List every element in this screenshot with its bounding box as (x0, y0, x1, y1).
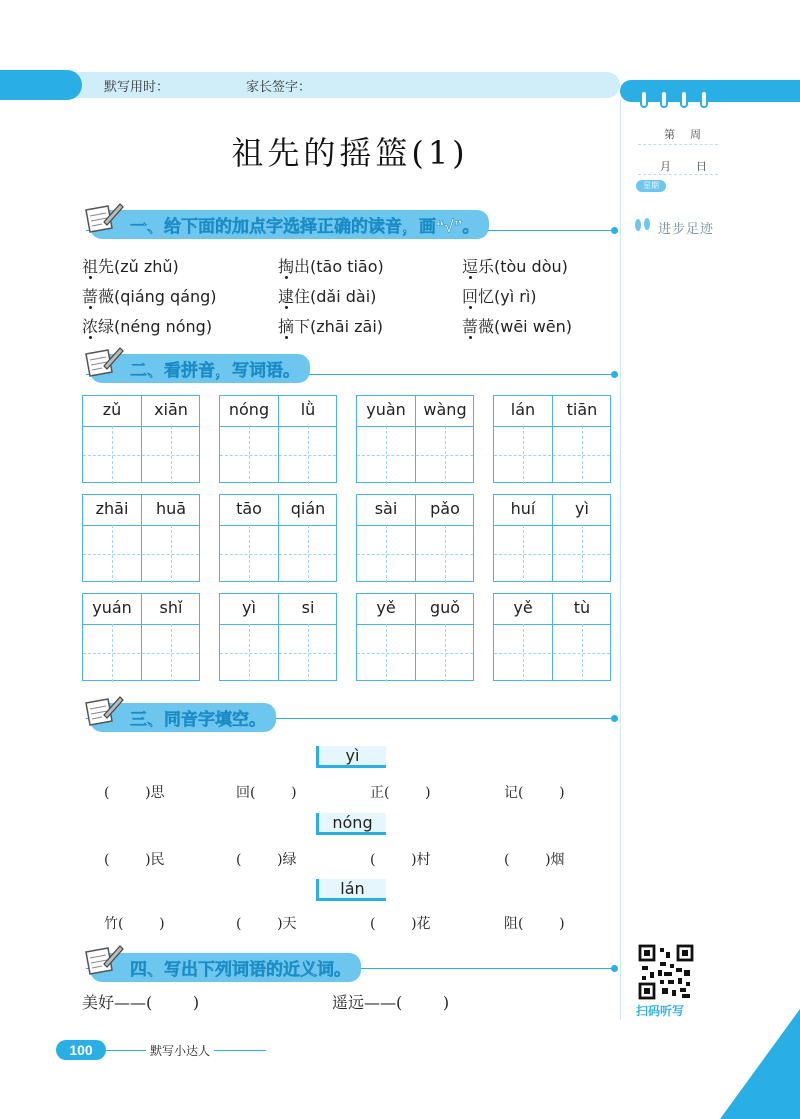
ring-icon (660, 90, 668, 108)
reading-choice-item[interactable]: 蔷薇(qiáng qáng) (82, 287, 217, 306)
grid-pinyin: guǒ (429, 598, 461, 617)
calendar-week-zhou: 周 (690, 129, 701, 141)
grid-pinyin: yě (513, 598, 533, 617)
writing-grid[interactable] (493, 494, 611, 582)
calendar-week-di: 第 (664, 129, 675, 141)
writing-grid[interactable] (82, 593, 200, 681)
homophone-blank[interactable]: ( )绿 (236, 852, 297, 868)
reading-choice-item[interactable]: 回忆(yì rì) (462, 287, 537, 306)
grid-pinyin: huí (510, 499, 536, 518)
writing-grid[interactable] (219, 593, 337, 681)
grid-pinyin: lǜ (300, 400, 316, 419)
ring-icon (640, 90, 648, 108)
grid-guide (83, 455, 199, 456)
reading-choice-item[interactable]: 逗乐(tòu dòu) (462, 257, 568, 276)
grid-guide (494, 455, 610, 456)
grid-pinyin: pǎo (430, 499, 460, 518)
homophone-blank[interactable]: ( )思 (104, 785, 165, 801)
homophone-blank[interactable]: 记( ) (504, 785, 565, 801)
reading-choice-item[interactable]: 浓绿(néng nóng) (82, 317, 213, 336)
footprints-icon (632, 216, 654, 234)
writing-grid[interactable] (356, 395, 474, 483)
grid-divider (220, 525, 336, 526)
writing-grid[interactable] (219, 395, 337, 483)
reading-choice-item[interactable]: 摘下(zhāi zāi) (278, 317, 384, 336)
writing-grid[interactable] (356, 494, 474, 582)
writing-grid[interactable] (82, 494, 200, 582)
writing-grid[interactable] (356, 593, 474, 681)
grid-pinyin: qián (290, 499, 326, 518)
grid-divider (357, 624, 473, 625)
emphasis-dot (89, 276, 92, 279)
reading-choice-item[interactable]: 逮住(dǎi dài) (278, 287, 377, 306)
emphasis-dot (285, 336, 288, 339)
pencil-paper-icon (82, 200, 124, 234)
grid-divider (220, 426, 336, 427)
section3-title: 三、同音字填空。 (90, 703, 276, 732)
homophone-pinyin: yì (316, 746, 386, 768)
homophone-blank[interactable]: ( )花 (370, 916, 431, 932)
grid-divider (494, 426, 610, 427)
emphasis-dot (89, 336, 92, 339)
ring-icon (680, 90, 688, 108)
calendar-month: 月 (660, 161, 671, 173)
grid-pinyin: xiān (154, 400, 188, 419)
homophone-blank[interactable]: ( )村 (370, 852, 431, 868)
pencil-paper-icon (82, 942, 124, 976)
grid-guide (220, 653, 336, 654)
grid-guide (220, 455, 336, 456)
emphasis-dot (469, 306, 472, 309)
grid-pinyin: tiān (566, 400, 598, 419)
writing-grid[interactable] (219, 494, 337, 582)
homophone-blank[interactable]: 正( ) (370, 785, 431, 801)
homophone-blank[interactable]: ( )民 (104, 852, 165, 868)
reading-choice-item[interactable]: 祖先(zǔ zhǔ) (82, 257, 179, 276)
reading-choice-item[interactable]: 掏出(tāo tiāo) (278, 257, 384, 276)
margin-line (620, 100, 621, 1020)
grid-pinyin: lán (510, 400, 536, 419)
grid-pinyin: yuàn (366, 400, 406, 419)
writing-grid[interactable] (493, 395, 611, 483)
grid-pinyin: tāo (236, 499, 262, 518)
homophone-pinyin: nóng (316, 813, 386, 835)
homophone-blank[interactable]: ( )烟 (504, 852, 565, 868)
grid-guide (357, 653, 473, 654)
time-label: 默写用时： (104, 79, 170, 94)
progress-label: 进步足迹 (658, 222, 715, 237)
section1-title: 一、给下面的加点字选择正确的读音，画“√”。 (90, 210, 489, 239)
calendar-day: 日 (696, 161, 707, 173)
calendar-divider (638, 174, 718, 175)
calendar-weekday: 星期 (636, 180, 666, 192)
grid-pinyin: zhāi (95, 499, 129, 518)
grid-divider (83, 525, 199, 526)
emphasis-dot (285, 306, 288, 309)
grid-divider (83, 624, 199, 625)
grid-pinyin: nóng (228, 400, 270, 419)
grid-guide (357, 554, 473, 555)
grid-guide (83, 653, 199, 654)
emphasis-dot (469, 336, 472, 339)
grid-pinyin: yì (242, 598, 256, 617)
page-number: 100 (56, 1040, 106, 1060)
emphasis-dot (469, 276, 472, 279)
ring-icon (700, 90, 708, 108)
section2-title: 二、看拼音，写词语。 (90, 354, 310, 383)
grid-divider (83, 426, 199, 427)
footer-label: 默写小达人 (146, 1042, 214, 1059)
grid-divider (220, 624, 336, 625)
reading-choice-item[interactable]: 蔷薇(wēi wēn) (462, 317, 573, 336)
emphasis-dot (89, 306, 92, 309)
page-title: 祖先的摇篮(1) (231, 134, 469, 172)
grid-divider (494, 624, 610, 625)
qr-code-icon[interactable] (638, 944, 694, 1000)
grid-pinyin: sài (374, 499, 398, 518)
grid-divider (357, 426, 473, 427)
section4-title: 四、写出下列词语的近义词。 (90, 953, 361, 982)
synonym-item-2[interactable]: 遥远——( ) (332, 993, 450, 1012)
grid-divider (494, 525, 610, 526)
homophone-pinyin: lán (316, 879, 386, 901)
writing-grid[interactable] (493, 593, 611, 681)
grid-pinyin: tù (573, 598, 591, 617)
grid-divider (357, 525, 473, 526)
grid-pinyin: yì (575, 499, 589, 518)
homophone-blank[interactable]: 阻( ) (504, 916, 565, 932)
pencil-paper-icon (82, 344, 124, 378)
grid-guide (220, 554, 336, 555)
writing-grid[interactable] (82, 395, 200, 483)
homophone-blank[interactable]: ( )天 (236, 916, 297, 932)
homophone-blank[interactable]: 回( ) (236, 785, 297, 801)
grid-pinyin: shǐ (159, 598, 183, 617)
qr-label: 扫码听写 (636, 1004, 685, 1018)
header-bar-accent (0, 70, 82, 100)
grid-guide (494, 554, 610, 555)
grid-pinyin: huā (155, 499, 187, 518)
sign-label: 家长签字： (246, 79, 312, 94)
grid-guide (83, 554, 199, 555)
grid-guide (494, 653, 610, 654)
homophone-blank[interactable]: 竹( ) (104, 916, 165, 932)
grid-pinyin: si (301, 598, 315, 617)
synonym-item-1[interactable]: 美好——( ) (82, 993, 200, 1012)
grid-pinyin: yuán (92, 598, 132, 617)
grid-guide (357, 455, 473, 456)
grid-pinyin: yě (376, 598, 396, 617)
grid-pinyin: wàng (423, 400, 467, 419)
pencil-paper-icon (82, 693, 124, 727)
corner-decoration (720, 1009, 800, 1119)
grid-pinyin: zǔ (102, 400, 122, 419)
emphasis-dot (285, 276, 288, 279)
